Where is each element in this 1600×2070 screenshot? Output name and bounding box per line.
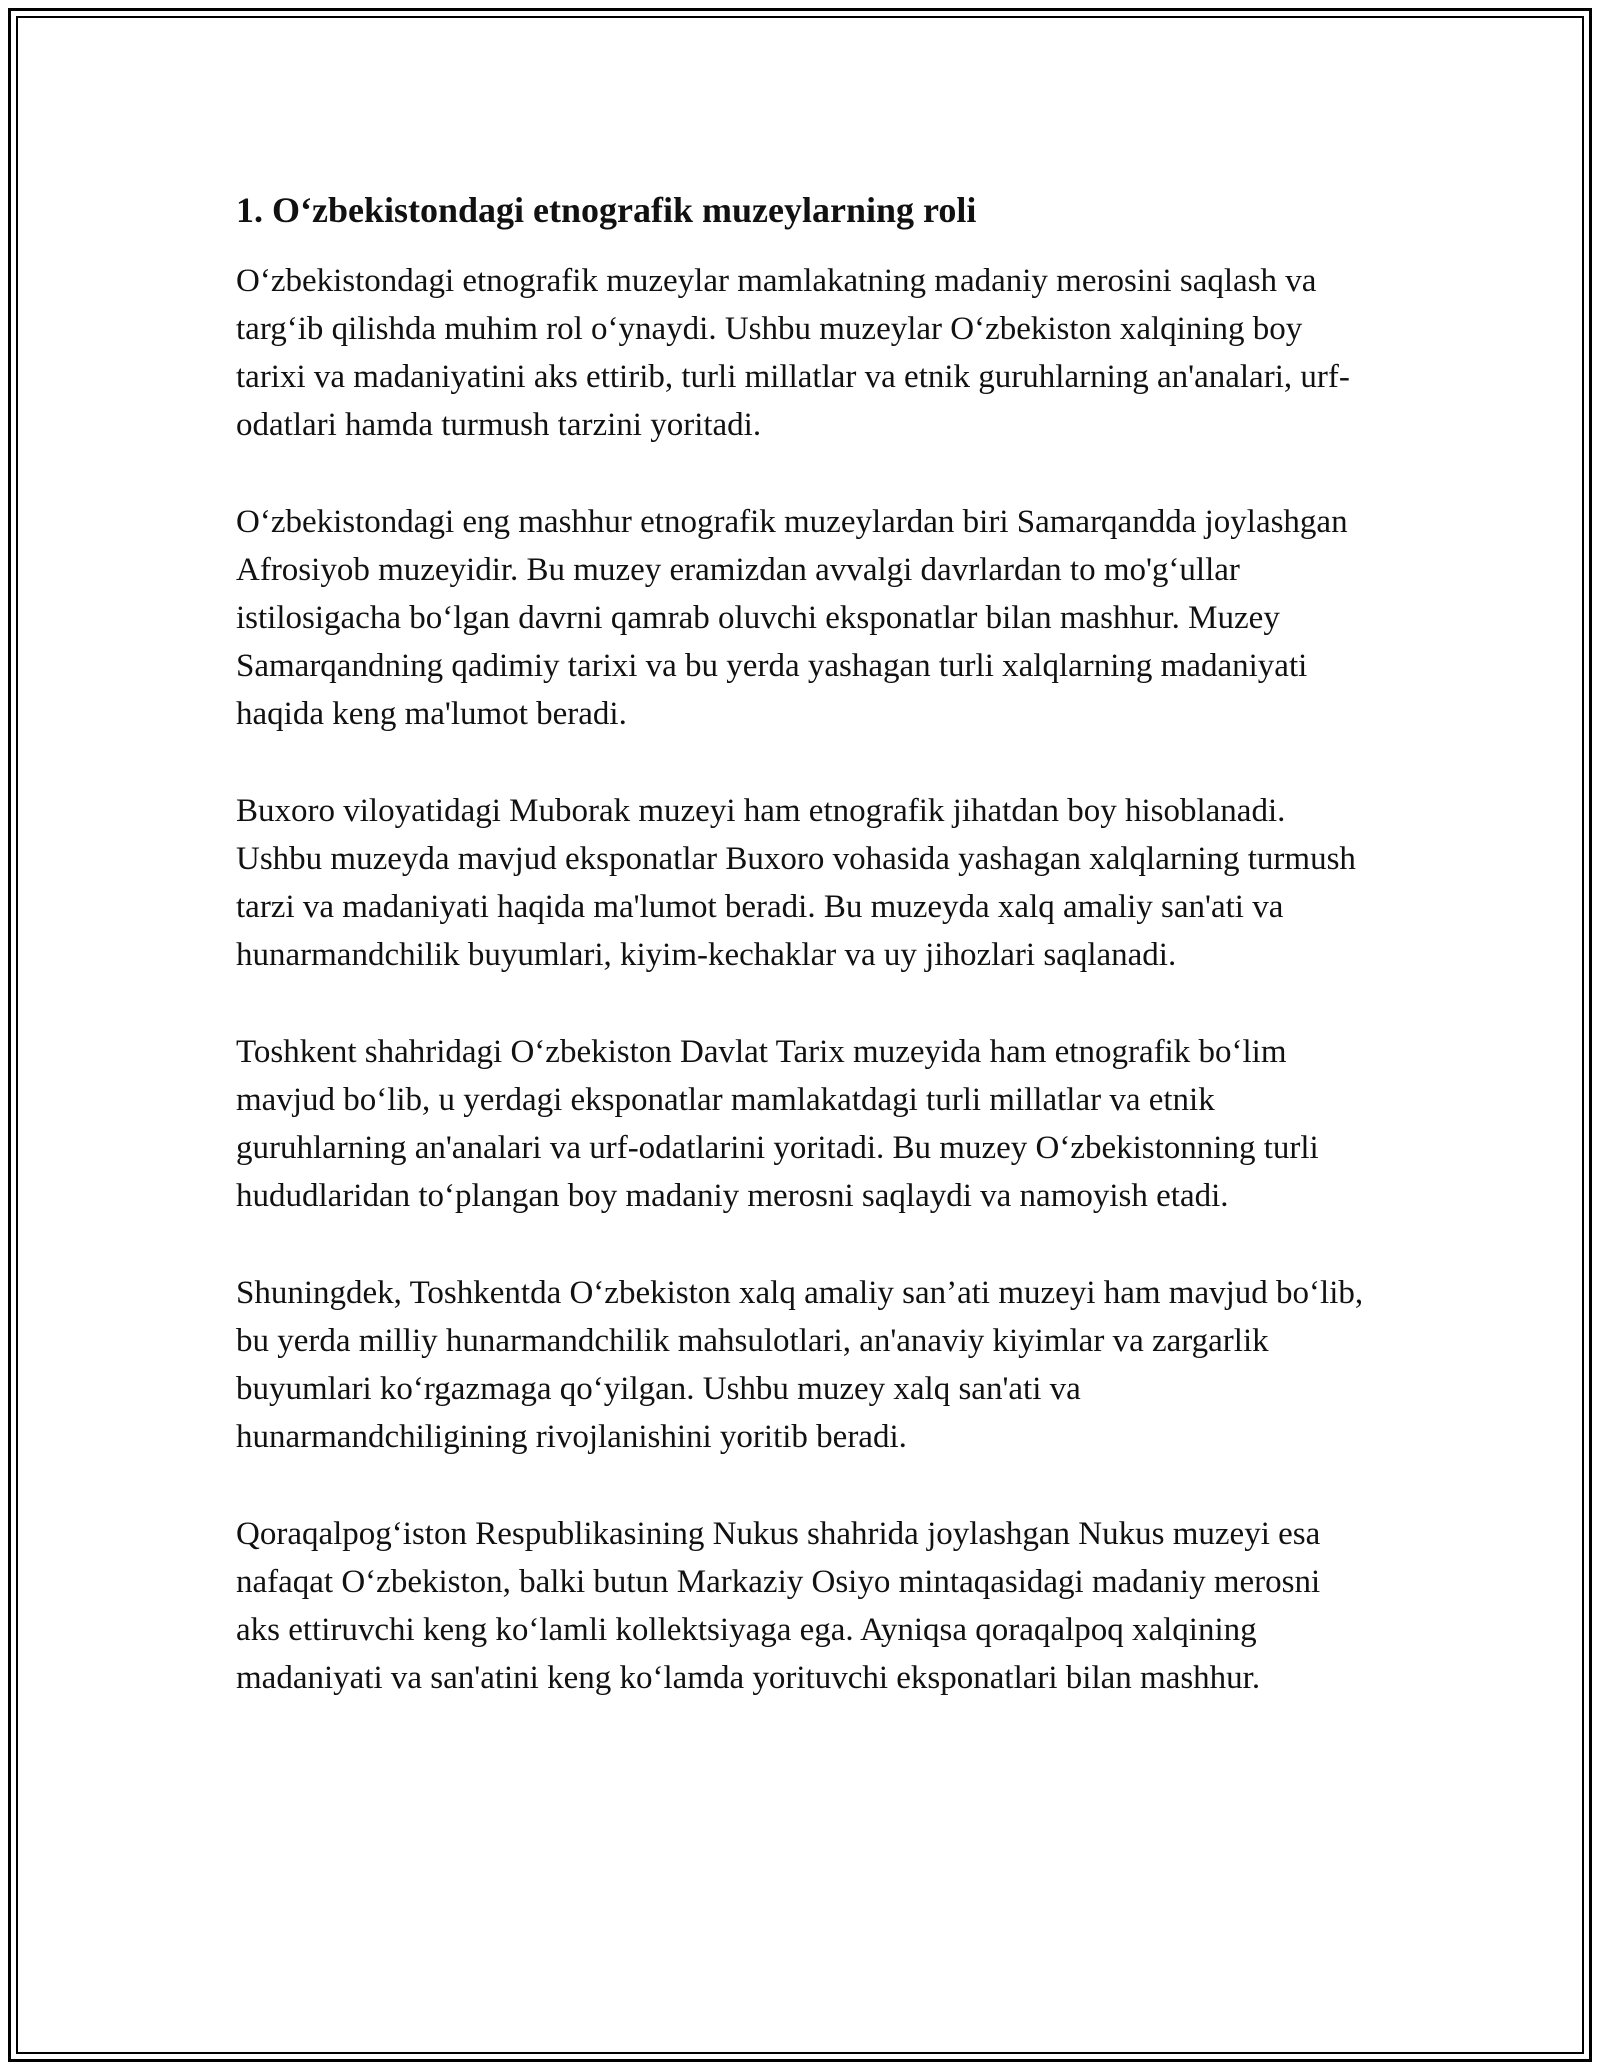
section-heading: 1. O‘zbekistondagi etnografik muzeylarning roli: [236, 190, 977, 230]
paragraph-muborak: Buxoro viloyatidagi Muborak muzeyi ham etnografik jihatdan boy hisoblanadi. Ushbu muzeyda mavjud eksponatlar Buxoro vohasida yashagan xalqlarning turmush tarzi va madaniyati haqida ma'lumot beradi. Bu muzeyda xalq amaliy san'ati va hunarmandchilik buyumlari, kiyim-kechaklar va uy jihozlari saqlanadi.: [236, 793, 1356, 973]
paragraph-davlat-tarix: Toshkent shahridagi O‘zbekiston Davlat Tarix muzeyida ham etnografik bo‘lim mavjud bo‘lib, u yerdagi eksponatlar mamlakatdagi turli millatlar va etnik guruhlarning an'analari va urf-odatlarini yoritadi. Bu muzey O‘zbekistonning turli hududlaridan to‘plangan boy madaniy merosni saqlaydi va namoyish etadi.: [236, 1034, 1319, 1214]
document-body: [236, 186, 1366, 1751]
paragraph-nukus: Qoraqalpog‘iston Respublikasining Nukus shahrida joylashgan Nukus muzeyi esa nafaqat O‘zbekiston, balki butun Markaziy Osiyo mintaqasidagi madaniy merosni aks ettiruvchi keng ko‘lamli kollektsiyaga ega. Ayniqsa qoraqalpoq xalqining madaniyati va san'atini keng ko‘lamda yorituvchi eksponatlari bilan mashhur.: [236, 1516, 1321, 1696]
paragraph-amaliy-sanat: Shuningdek, Toshkentda O‘zbekiston xalq amaliy san’ati muzeyi ham mavjud bo‘lib, bu yerda milliy hunarmandchilik mahsulotlari, an'anaviy kiyimlar va zargarlik buyumlari ko‘rgazmaga qo‘yilgan. Ushbu muzey xalq san'ati va hunarmandchiligining rivojlanishini yoritib beradi.: [236, 1275, 1364, 1455]
paragraph-afrosiyob: O‘zbekistondagi eng mashhur etnografik muzeylardan biri Samarqandda joylashgan Afrosiyob muzeyidir. Bu muzey eramizdan avvalgi davrlardan to mo'g‘ullar istilosigacha bo‘lgan davrni qamrab oluvchi eksponatlar bilan mashhur. Muzey Samarqandning qadimiy tarixi va bu yerda yashagan turli xalqlarning madaniyati haqida keng ma'lumot beradi.: [236, 504, 1348, 732]
paragraph-intro: O‘zbekistondagi etnografik muzeylar mamlakatning madaniy merosini saqlash va targ‘ib qilishda muhim rol o‘ynaydi. Ushbu muzeylar O‘zbekiston xalqining boy tarixi va madaniyatini aks ettirib, turli millatlar va etnik guruhlarning an'analari, urf-odatlari hamda turmush tarzini yoritadi.: [236, 263, 1350, 443]
